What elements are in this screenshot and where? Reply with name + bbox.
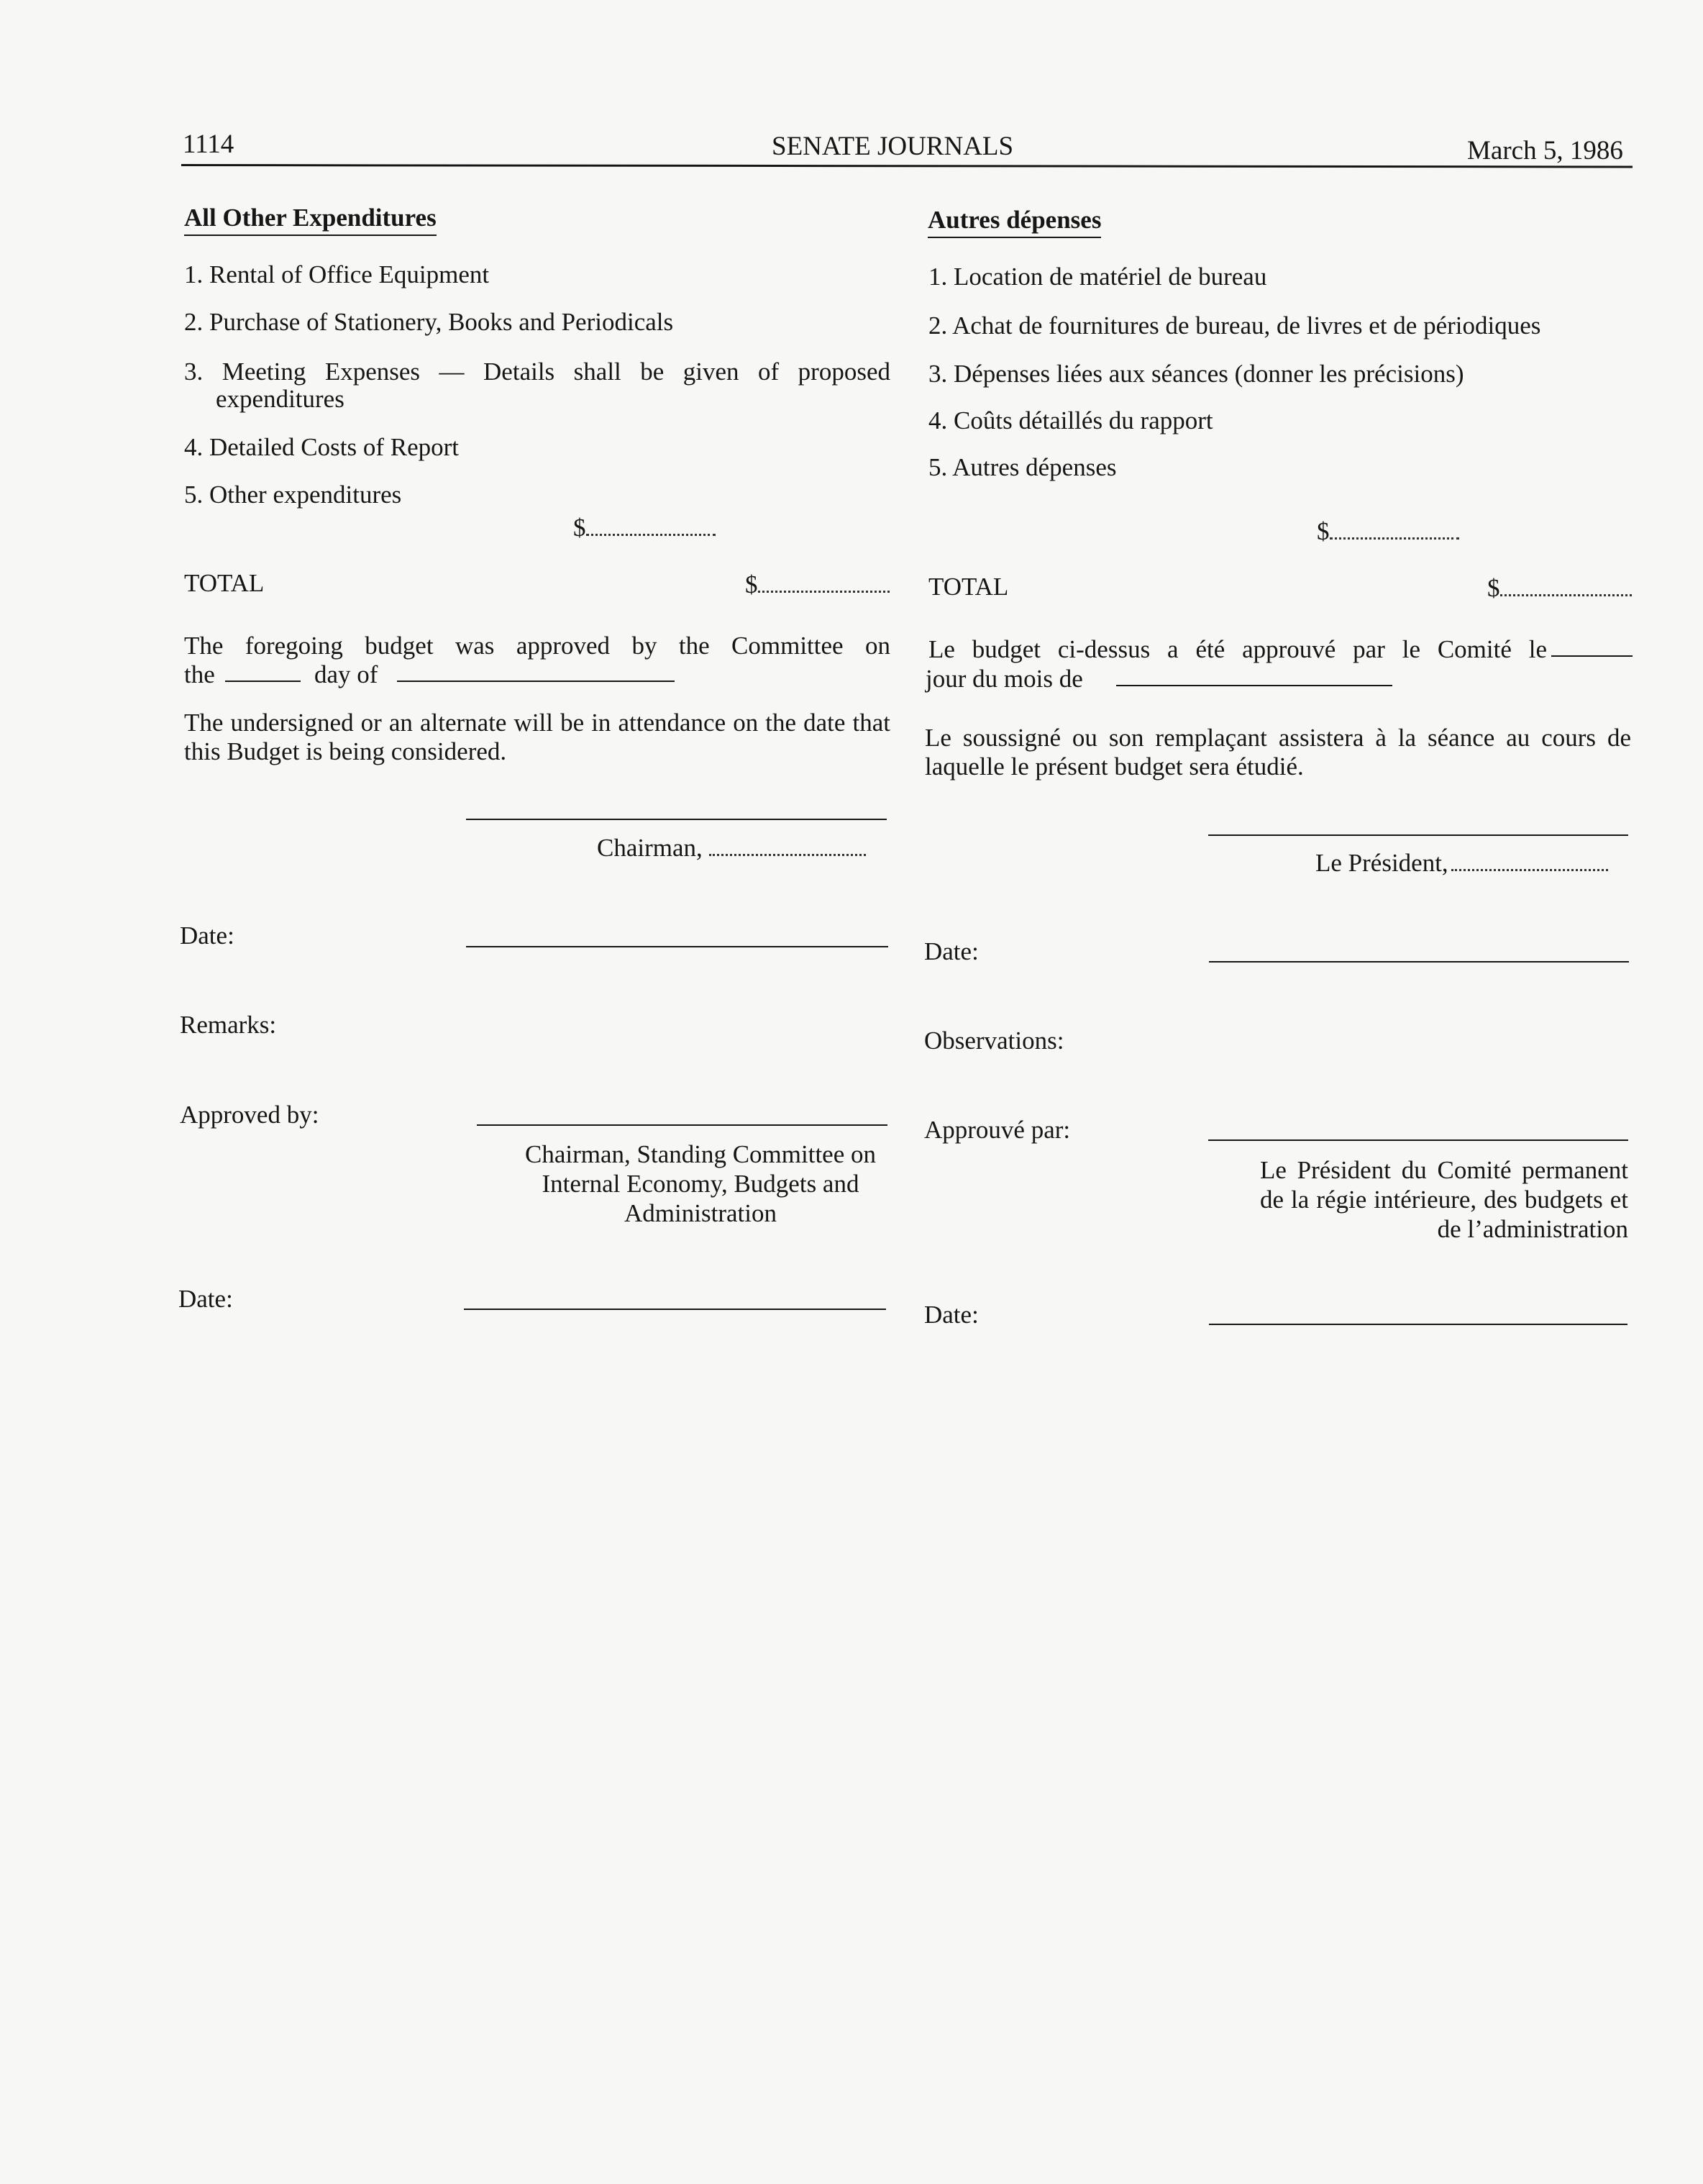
english-approved-by-label: Approved by: — [180, 1101, 319, 1129]
english-heading: All Other Expenditures — [184, 204, 437, 236]
french-approver-signature-line — [1208, 1139, 1628, 1141]
english-day-blank — [225, 681, 301, 682]
english-item-3-cont: expenditures — [216, 385, 344, 413]
english-attendance-text: The undersigned or an alternate will be in attendance on the date that this Budget is being considered. — [184, 709, 890, 765]
english-item-4: 4. Detailed Costs of Report — [184, 433, 460, 461]
english-date2-label: Date: — [178, 1285, 233, 1313]
english-date2-line — [464, 1309, 886, 1310]
english-chairman-dots — [709, 834, 866, 856]
french-date2-line — [1209, 1324, 1627, 1325]
english-date-line — [466, 946, 888, 947]
english-approver-signature-line — [477, 1124, 887, 1126]
french-item-5: 5. Autres dépenses — [928, 453, 1117, 481]
french-subtotal — [1317, 517, 1459, 546]
english-item-5: 5. Other expenditures — [184, 481, 402, 509]
english-item-1: 1. Rental of Office Equipment — [184, 260, 490, 288]
french-observations-label: Observations: — [924, 1027, 1064, 1055]
english-approver-title: Chairman, Standing Committee on Internal Economy, Budgets and Administration — [524, 1140, 876, 1227]
french-item-4: 4. Coûts détaillés du rapport — [928, 406, 1213, 434]
english-total-dots — [758, 570, 890, 593]
english-chairman-signature-line — [466, 819, 887, 820]
english-approval-dayof: day of — [314, 660, 378, 688]
french-attendance-text: Le soussigné ou son remplaçant assistera à la séance au cours de laquelle le présent budget sera étudié. — [925, 724, 1631, 781]
french-total-dots — [1500, 574, 1632, 596]
english-subtotal-symbol: $ — [573, 514, 586, 542]
french-approved-by-label: Approuvé par: — [924, 1116, 1071, 1144]
page-number: 1114 — [183, 129, 234, 159]
french-date2-label: Date: — [924, 1301, 979, 1329]
french-president — [1315, 849, 1608, 878]
english-total-symbol: $ — [745, 570, 758, 599]
french-total — [1487, 574, 1632, 603]
french-item-3: 3. Dépenses liées aux séances (donner les précisions) — [928, 360, 1464, 388]
french-president-label: Le Président, — [1315, 849, 1448, 877]
french-president-signature-line — [1208, 834, 1628, 836]
french-heading: Autres dépenses — [928, 206, 1101, 238]
english-remarks-label: Remarks: — [180, 1011, 277, 1039]
french-approval-line1: Le budget ci-dessus a été approuvé par le Comité le — [928, 635, 1547, 663]
french-date-line — [1209, 961, 1629, 963]
english-approval-the: the — [184, 660, 215, 688]
french-item-1: 1. Location de matériel de bureau — [928, 263, 1267, 291]
english-month-blank — [397, 681, 675, 682]
french-subtotal-symbol: $ — [1317, 517, 1330, 545]
french-approver-title: Le Président du Comité permanent de la régie intérieure, des budgets et de l’administration — [1260, 1156, 1628, 1243]
english-subtotal — [573, 514, 716, 542]
french-approval-line2: jour du mois de — [926, 665, 1083, 693]
french-day-blank — [1551, 655, 1633, 657]
header-date: March 5, 1986 — [1467, 136, 1623, 165]
english-date-label: Date: — [180, 922, 234, 950]
french-item-2: 2. Achat de fournitures de bureau, de livres et de périodiques — [928, 311, 1541, 340]
english-total — [745, 570, 890, 599]
english-approval-line1: The foregoing budget was approved by the Committee on — [184, 632, 890, 660]
english-subtotal-dots — [586, 514, 716, 536]
english-item-3: 3. Meeting Expenses — Details shall be given of proposed — [184, 358, 890, 386]
french-total-symbol: $ — [1487, 574, 1500, 602]
english-chairman-label: Chairman, — [597, 834, 703, 862]
english-item-2: 2. Purchase of Stationery, Books and Periodicals — [184, 308, 674, 336]
english-approval-line2 — [184, 660, 215, 689]
header-rule — [181, 164, 1633, 168]
english-chairman — [597, 834, 866, 863]
french-total-label: TOTAL — [928, 573, 1009, 601]
french-president-dots — [1451, 849, 1608, 871]
french-date-label: Date: — [924, 937, 979, 965]
french-month-blank — [1116, 685, 1392, 686]
journal-title: SENATE JOURNALS — [772, 132, 1014, 161]
french-subtotal-dots — [1330, 517, 1459, 540]
english-total-label: TOTAL — [184, 569, 265, 597]
